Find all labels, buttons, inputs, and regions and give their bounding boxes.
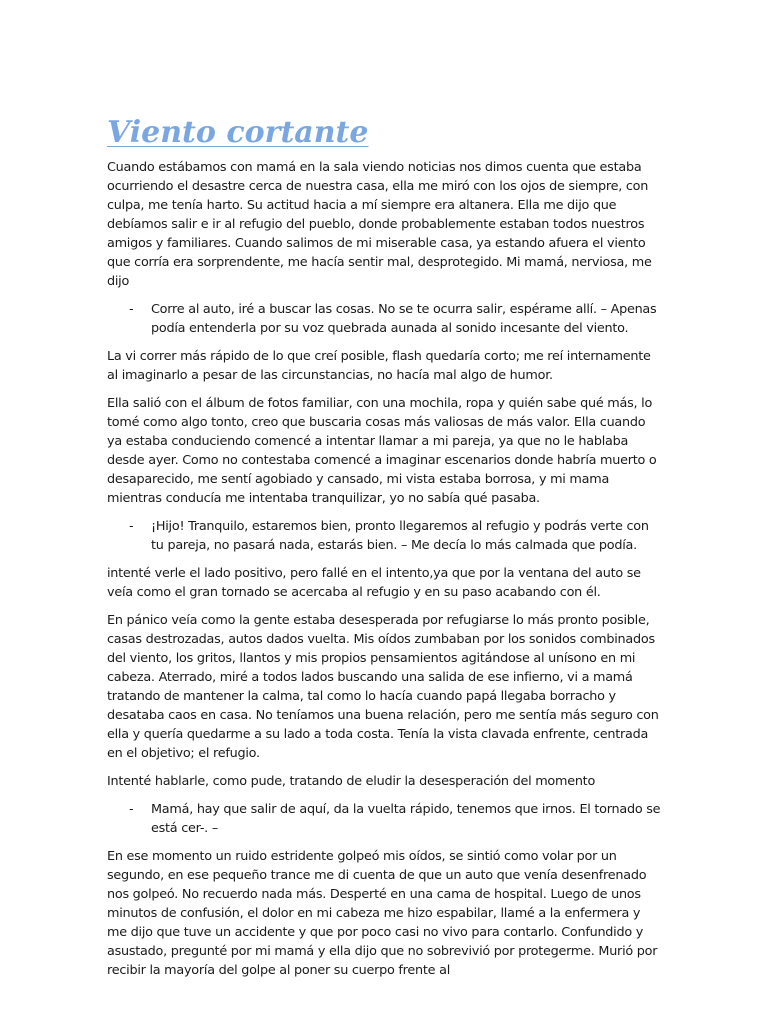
paragraph: Intenté hablarle, como pude, tratando de eludir la desesperación del momento	[107, 774, 596, 789]
bullet-text: Corre al auto, iré a buscar las cosas. No se te ocurra salir, espérame allí. – Apenas podía entenderla por su voz quebrada aunada al sonido incesante del viento.	[151, 302, 657, 336]
paragraph: Cuando estábamos con mamá en la sala viendo noticias nos dimos cuenta que estaba ocurriendo el desastre cerca de nuestra casa, ella me miró con los ojos de siempre, con culpa, me tenía harto. Su actitud hacia a mí siempre era altanera. Ella me dijo que debíamos salir e ir al refugio del pueblo, donde probablemente estaban todos nuestros amigos y familiares. Cuando salimos de mi miserable casa, ya estando afuera el viento que corría era sorprendente, me hacía sentir mal, desprotegido. Mi mamá, nerviosa, me dijo	[107, 160, 652, 289]
paragraph: La vi correr más rápido de lo que creí posible, flash quedaría corto; me reí internamente al imaginarlo a pesar de las circunstancias, no hacía mal algo de humor.	[107, 349, 651, 383]
bullet-dash: -	[129, 302, 134, 317]
paragraph: Ella salió con el álbum de fotos familiar, con una mochila, ropa y quién sabe qué más, lo tomé como algo tonto, creo que buscaria cosas más valiosas de más valor. Ella cuando ya estaba conduciendo comencé a intentar llamar a mi pareja, ya que no le hablaba desde ayer. Como no contestaba comencé a imaginar escenarios donde habría muerto o desaparecido, me sentí agobiado y cansado, mi vista estaba borrosa, y mi mama mientras conducía me intentaba tranquilizar, yo no sabía qué pasaba.	[107, 396, 657, 506]
dialogue-bullet	[107, 300, 663, 338]
document-title: Viento cortante	[107, 115, 369, 150]
dialogue-bullet	[107, 800, 663, 838]
paragraph: En ese momento un ruido estridente golpeó mis oídos, se sintió como volar por un segundo, en ese pequeño trance me di cuenta de que un auto que venía desenfrenado nos golpeó. No recuerdo nada más. Desperté en una cama de hospital. Luego de unos minutos de confusión, el dolor en mi cabeza me hizo espabilar, llamé a la enfermera y me dijo que tuve un accidente y que por poco casi no vivo para contarlo. Confundido y asustado, pregunté por mi mamá y ella dijo que no sobrevivió por protegerme. Murió por recibir la mayoría del golpe al poner su cuerpo frente al	[107, 849, 658, 978]
paragraph: intenté verle el lado positivo, pero fallé en el intento,ya que por la ventana del auto se veía como el gran tornado se acercaba al refugio y en su paso acabando con él.	[107, 566, 641, 600]
bullet-text: ¡Hijo! Tranquilo, estaremos bien, pronto llegaremos al refugio y podrás verte con tu pareja, no pasará nada, estarás bien. – Me decía lo más calmada que podía.	[151, 519, 649, 553]
bullet-text: Mamá, hay que salir de aquí, da la vuelta rápido, tenemos que irnos. El tornado se está cer-. –	[151, 802, 661, 836]
dialogue-bullet	[107, 517, 663, 555]
bullet-dash: -	[129, 519, 134, 534]
document-body	[107, 114, 663, 989]
paragraph: En pánico veía como la gente estaba desesperada por refugiarse lo más pronto posible, casas destrozadas, autos dados vuelta. Mis oídos zumbaban por los sonidos combinados del viento, los gritos, llantos y mis propios pensamientos agitándose al unísono en mi cabeza. Aterrado, miré a todos lados buscando una salida de ese infierno, vi a mamá tratando de mantener la calma, tal como lo hacía cuando papá llegaba borracho y desataba caos en casa. No teníamos una buena relación, pero me sentía más seguro con ella y quería quedarme a su lado a toda costa. Tenía la vista clavada enfrente, centrada en el objetivo; el refugio.	[107, 613, 659, 761]
bullet-dash: -	[129, 802, 134, 817]
